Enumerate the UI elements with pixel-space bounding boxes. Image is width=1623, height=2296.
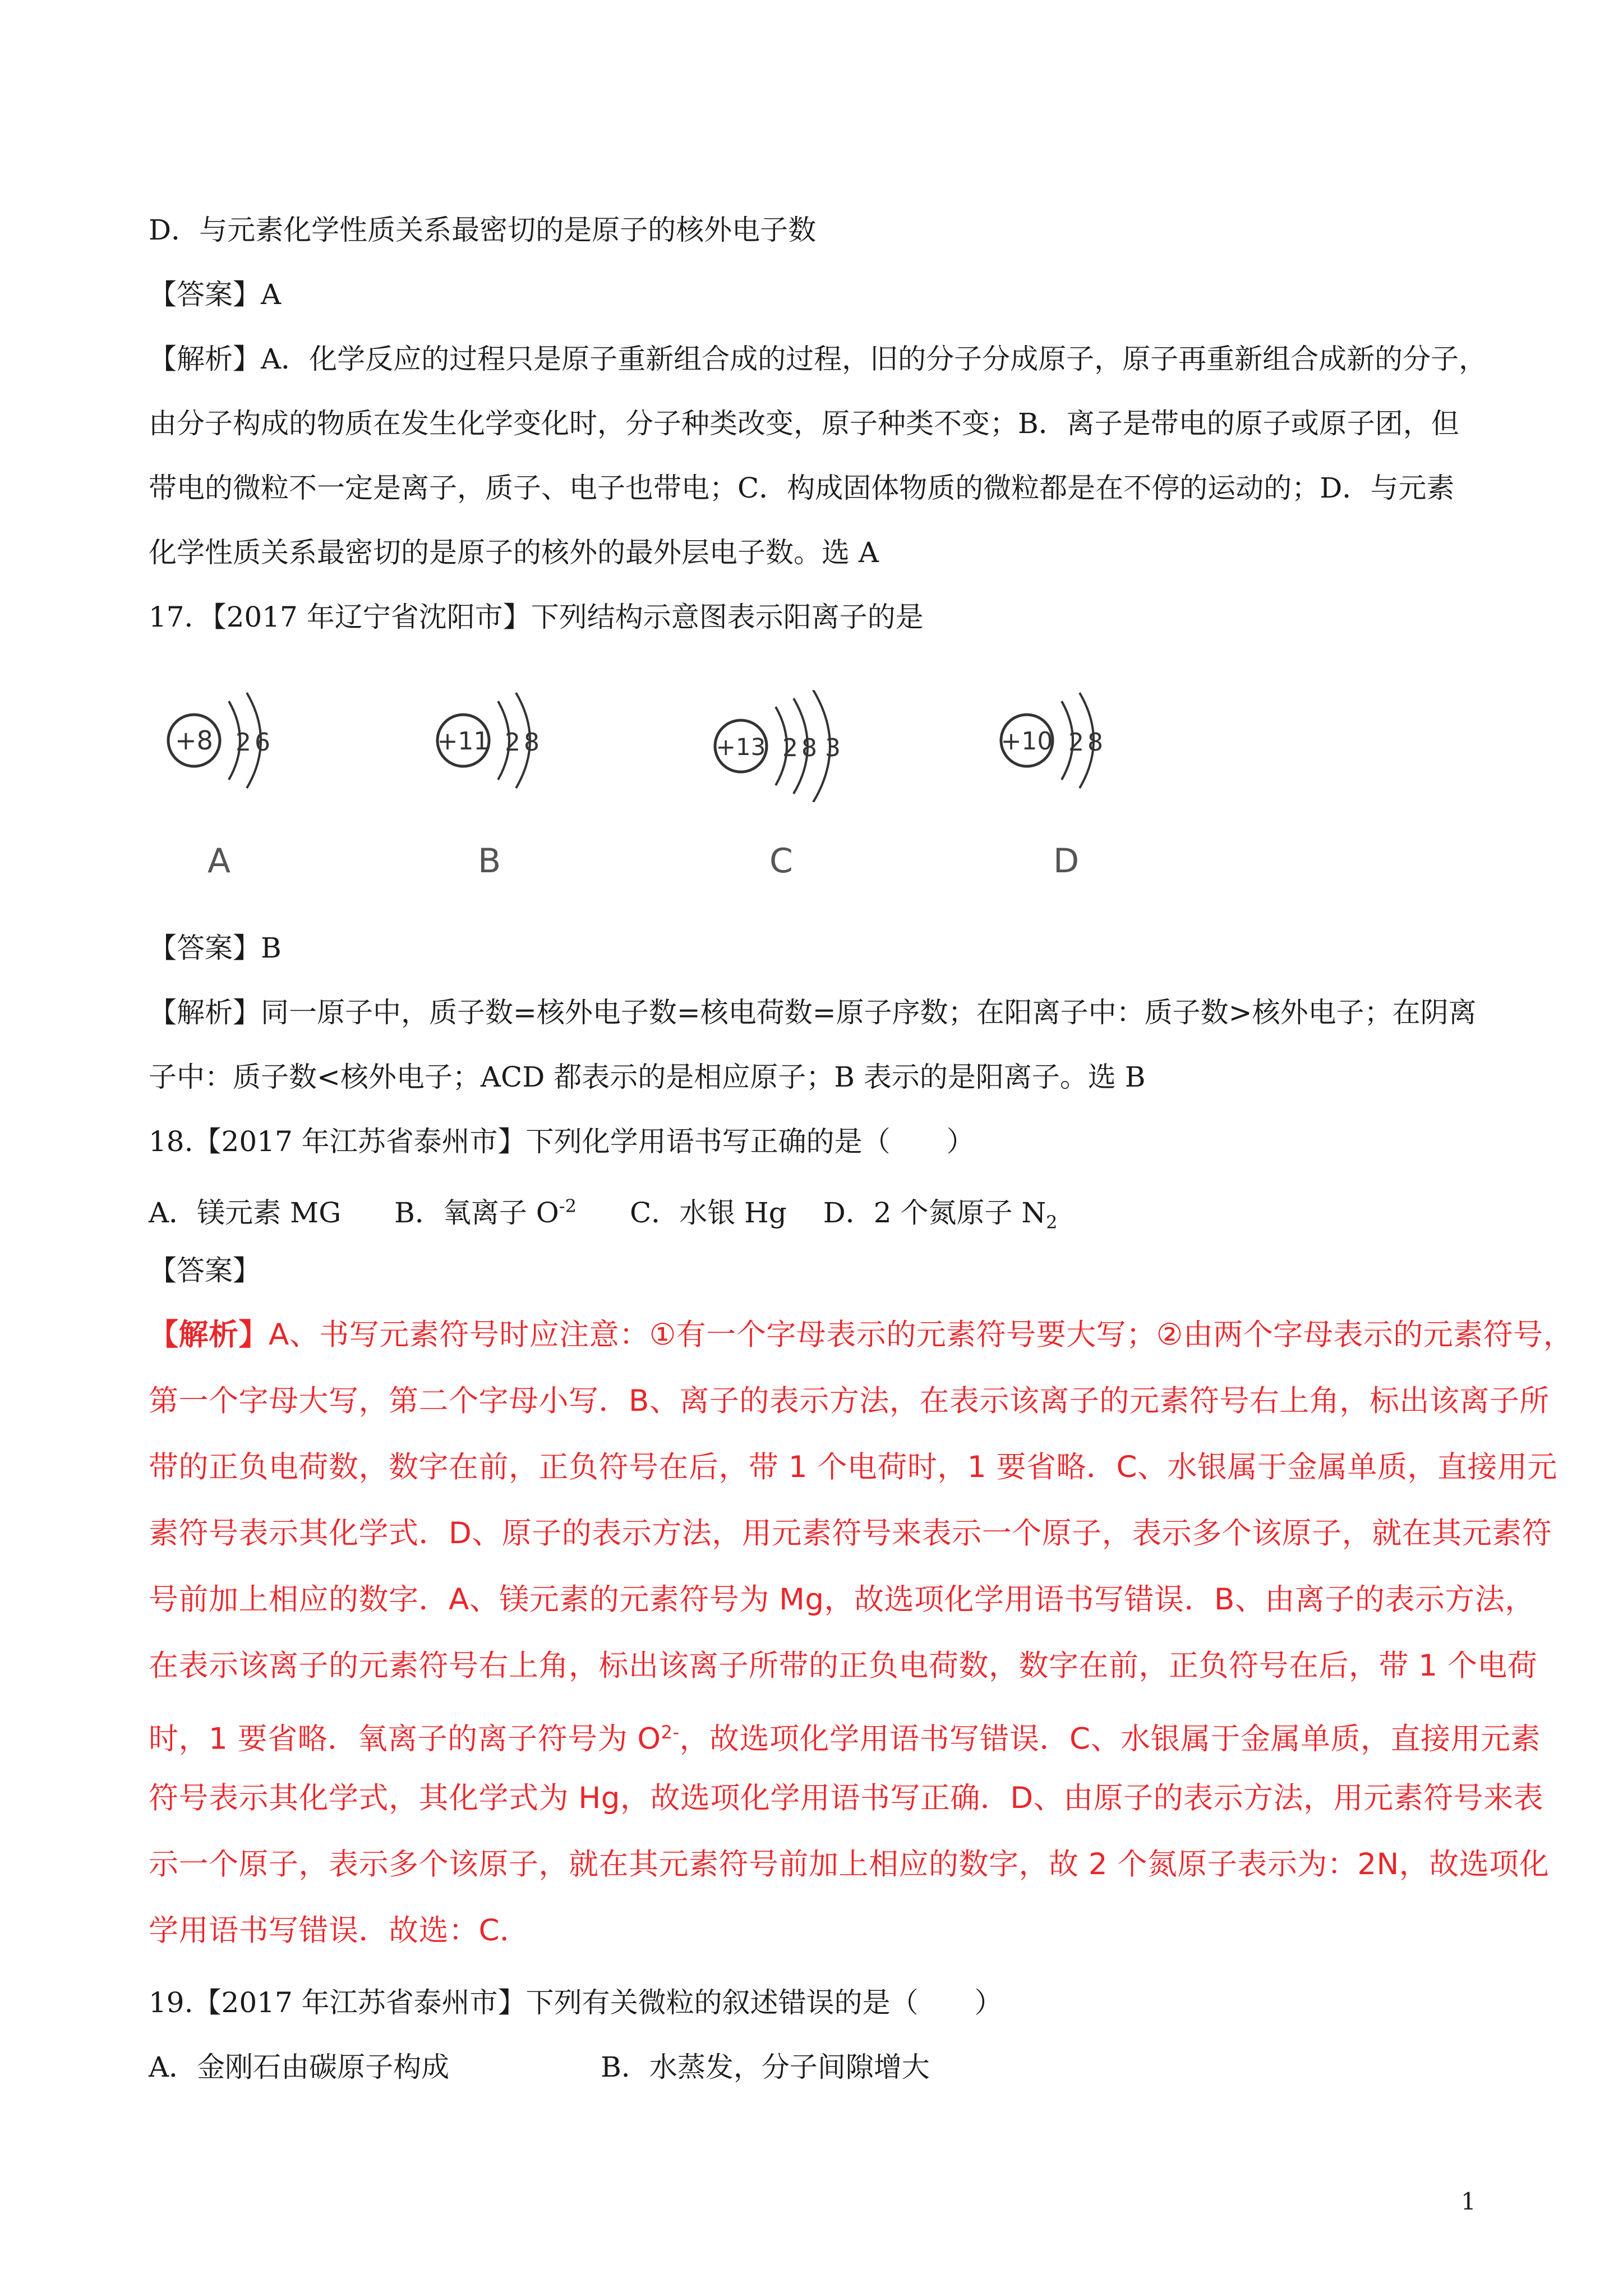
diagram-a-label: A	[208, 841, 231, 881]
diagram-d-nucleus: +10	[1000, 727, 1053, 756]
option-d: D．2 个氮原子 $N_2$	[823, 1196, 1058, 1233]
diagram-d-label: D	[1053, 841, 1080, 881]
analysis-17-line2: 子中：质子数<核外电子；ACD 都表示的是相应原子；B 表示的是阳离子。选 B	[149, 1061, 1146, 1093]
answer-16: 【答案】A	[149, 278, 282, 311]
analysis-18-line6: 在表示该离子的元素符号右上角，标出该离子所带的正负电荷数，数字在前，正负符号在后，带 1 个电荷	[149, 1649, 1538, 1683]
diagram-c-shell-2: 8	[801, 734, 817, 762]
diagram-b-shell-2: 8	[524, 728, 540, 757]
page-number: 1	[1461, 2188, 1476, 2215]
analysis-16-line3: 带电的微粒不一定是离子，质子、电子也带电；C．构成固体物质的微粒都是在不停的运动的；D．与元素	[149, 472, 1455, 504]
question-18: 18.【2017 年江苏省泰州市】下列化学用语书写正确的是（ ）	[149, 1125, 975, 1158]
analysis-18-line1: 【解析】A、书写元素符号时应注意：①有一个字母表示的元素符号要大写；②由两个字母表示的元素符号，	[149, 1318, 1574, 1352]
analysis-18-line10: 学用语书写错误．故选：C．	[149, 1913, 530, 1948]
analysis-16-line2: 由分子构成的物质在发生化学变化时，分子种类改变，原子种类不变；B．离子是带电的原子或原子团，但	[149, 407, 1459, 440]
diagram-b-nucleus: +11	[437, 727, 490, 756]
diagram-d-shell-1: 2	[1068, 728, 1084, 757]
question-19: 19.【2017 年江苏省泰州市】下列有关微粒的叙述错误的是（ ）	[149, 1986, 1003, 2019]
options-19	[149, 2050, 930, 2084]
analysis-16-line4: 化学性质关系最密切的是原子的核外的最外层电子数。选 A	[149, 536, 879, 569]
analysis-18-line2: 第一个字母大写，第二个字母小写．B、离子的表示方法，在表示该离子的元素符号右上角，标出该离子所	[149, 1384, 1550, 1418]
diagram-c-nucleus: +13	[716, 733, 766, 761]
option-b: B．氧离子 $O^{-2}$	[394, 1195, 577, 1229]
diagram-b	[432, 690, 578, 791]
diagram-c-shell-3: 3	[825, 734, 841, 762]
options-18	[149, 1189, 1058, 1239]
diagram-a	[163, 690, 308, 791]
diagram-b-label: B	[478, 841, 501, 881]
analysis-16-line1: 【解析】A．化学反应的过程只是原子重新组合成的过程，旧的分子分成原子，原子再重新组合成新的分子，	[149, 343, 1487, 375]
option-19-b: B．水蒸发，分子间隙增大	[601, 2051, 930, 2083]
diagram-a-shell-2: 6	[255, 728, 270, 757]
diagram-c	[709, 690, 878, 802]
diagram-d-shell-2: 8	[1087, 728, 1103, 757]
diagram-c-label: C	[769, 841, 793, 881]
option-a: A．镁元素 MG	[149, 1196, 342, 1229]
diagram-c-shell-1: 2	[782, 734, 798, 762]
answer-17: 【答案】B	[149, 932, 282, 964]
diagram-d	[995, 690, 1141, 791]
analysis-18-line4: 素符号表示其化学式．D、原子的表示方法，用元素符号来表示一个原子，表示多个该原子，就在其元素符	[149, 1516, 1552, 1550]
option-19-a: A．金刚石由碳原子构成	[149, 2051, 450, 2083]
analysis-18-line7: 时，1 要省略．氧离子的离子符号为 $O^{2-}$，故选项化学用语书写错误．C、水银属于金属单质，直接用元素	[149, 1722, 1541, 1756]
question-17: 17．【2017 年辽宁省沈阳市】下列结构示意图表示阳离子的是	[149, 601, 924, 633]
answer-18: 【答案】	[149, 1254, 261, 1287]
analysis-17-line1: 【解析】同一原子中，质子数=核外电子数=核电荷数=原子序数；在阳离子中：质子数>核外电子；在阴离	[149, 996, 1477, 1029]
analysis-18-line5: 号前加上相应的数字．A、镁元素的元素符号为 Mg，故选项化学用语书写错误．B、由离子的表示方法，	[149, 1582, 1535, 1617]
analysis-18-line3: 带的正负电荷数，数字在前，正负符号在后，带 1 个电荷时，1 要省略．C、水银属于金属单质，直接用元	[149, 1450, 1557, 1484]
diagram-a-shell-1: 2	[236, 728, 251, 757]
analysis-18-line8: 符号表示其化学式，其化学式为 Hg，故选项化学用语书写正确．D、由原子的表示方法，用元素符号来表	[149, 1781, 1544, 1815]
option-c: C．水银 Hg	[629, 1196, 787, 1229]
diagram-a-nucleus: +8	[175, 725, 213, 756]
analysis-18-line9: 示一个原子，表示多个该原子，就在其元素符号前加上相应的数字，故 2 个氮原子表示为：2N，故选项化	[149, 1847, 1550, 1881]
diagram-b-shell-1: 2	[505, 728, 520, 757]
text-line: D．与元素化学性质关系最密切的是原子的核外电子数	[149, 214, 817, 246]
